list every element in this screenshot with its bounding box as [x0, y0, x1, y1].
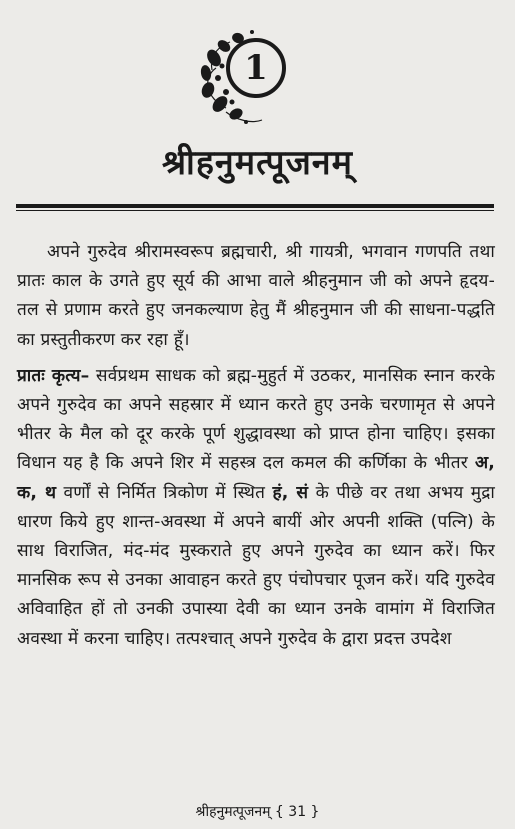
page-title: श्रीहनुमत्पूजनम्: [161, 143, 354, 183]
body-text: [17, 238, 495, 654]
page-footer: श्रीहनुमत्पूजनम् { 31 }: [195, 804, 320, 820]
paragraph-text-a: सर्वप्रथम साधक को ब्रह्म-मुहुर्त में उठकर, मानसिक स्नान करके अपने गुरुदेव का अपने सहस्रार में ध्यान करते हुए उनके चरणामृत से अपने भीतर के मैल को दूर करके पूर्ण शुद्धावस्था को प्राप्त होना चाहिए। इसका विधान यह है कि अपने शिर में सहस्त्र दल कमल की कर्णिका के भीतर: [17, 365, 495, 474]
paragraph-text-b: वर्णों से निर्मित त्रिकोण में स्थित: [56, 482, 273, 503]
bold-letters-a: अ, क, थ: [17, 453, 495, 503]
chapter-number: 1: [244, 48, 268, 88]
title-divider-thick: [16, 204, 494, 208]
section-heading: प्रातः कृत्य–: [17, 365, 90, 386]
paragraph-text-c: के पीछे वर तथा अभय मुद्रा धारण किये हुए शान्त-अवस्था में अपने बायीं ओर अपनी शक्ति (पत्नि) के साथ विराजित, मंद-मंद मुस्कराते हुए अपने गुरुदेव का ध्यान करें। फिर मानसिक रूप से उनका आवाहन करते हुए पंचोपचार पूजन करें। यदि गुरुदेव अविवाहित हों तो उनकी उपास्या देवी का ध्यान उनके वामांग में विराजित अवस्था में करना चाहिए। तत्पश्चात् अपने गुरुदेव के द्वारा प्रदत्त उपदेश: [17, 482, 496, 649]
chapter-number-badge: [226, 38, 286, 98]
paragraph-morning-ritual: [17, 362, 495, 654]
paragraph-intro: अपने गुरुदेव श्रीरामस्वरूप ब्रह्मचारी, श्री गायत्री, भगवान गणपति तथा प्रातः काल के उगते हुए सूर्य की आभा वाले श्रीहनुमान जी को अपने हृदय-तल से प्रणाम करते हुए जनकल्याण हेतु मैं श्रीहनुमान जी की साधना-पद्धति का प्रस्तुतीकरण कर रहा हूँ।: [17, 242, 495, 350]
title-divider-thin: [16, 210, 494, 211]
bold-letters-b: हं, सं: [272, 482, 309, 503]
